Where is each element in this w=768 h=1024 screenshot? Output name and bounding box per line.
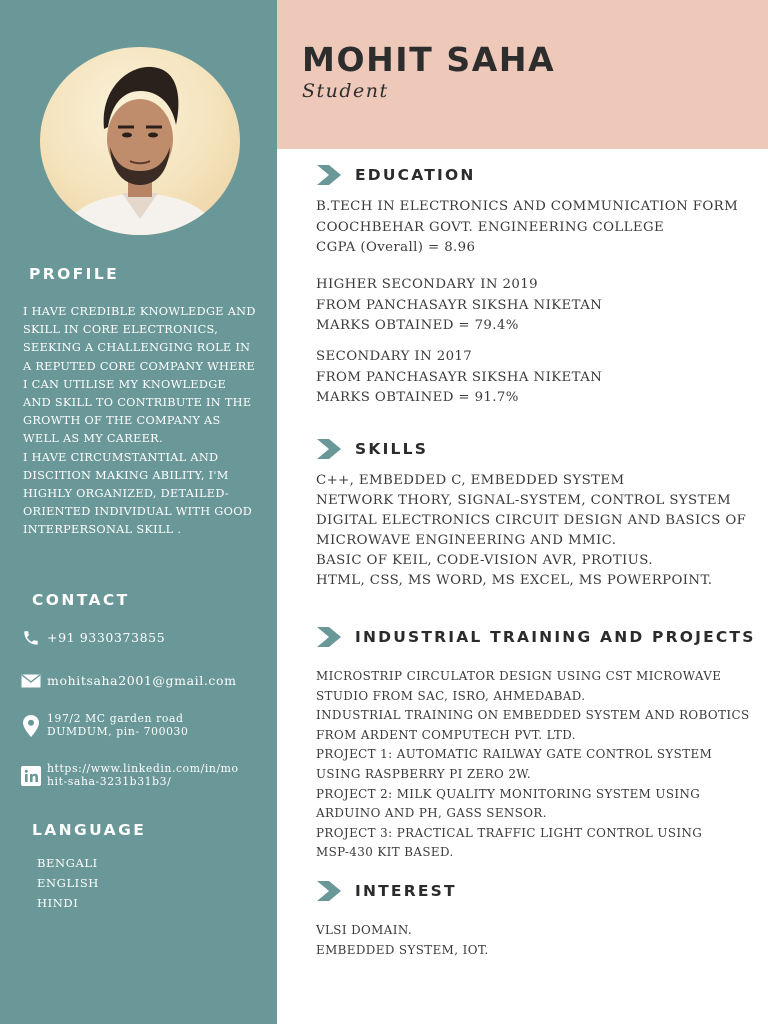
- skills-heading: [317, 439, 428, 459]
- contact-email: [20, 670, 237, 692]
- chevron-arrow-icon: [317, 439, 341, 459]
- linkedin-icon: [20, 765, 42, 787]
- phone-icon: [20, 627, 42, 649]
- profile-photo: [40, 47, 240, 235]
- chevron-arrow-icon: [317, 627, 341, 647]
- education-entry: SECONDARY IN 2017 FROM PANCHASAYR SIKSHA NIKETAN MARKS OBTAINED = 91.7%: [316, 349, 603, 406]
- linkedin-url[interactable]: https://www.linkedin.com/in/mo hit-saha-3231b31b3/: [47, 762, 239, 788]
- email-icon: [20, 670, 42, 692]
- interest-text: VLSI DOMAIN. EMBEDDED SYSTEM, IOT.: [316, 923, 489, 957]
- training-text: MICROSTRIP CIRCULATOR DESIGN USING CST MICROWAVE STUDIO FROM SAC, ISRO, AHMEDABAD. INDUSTRIAL TRAINING ON EMBEDDED SYSTEM AND ROBOTICS FROM ARDENT COMPUTECH PVT. LTD. PROJECT 1: AUTOMATIC RAILWAY GATE CONTROL SYSTEM USING RASPBERRY PI ZERO 2W. PROJECT 2: MILK QUALITY MONITORING SYSTEM USING ARDUINO AND PH, GASS SENSOR. PROJECT 3: PRACTICAL TRAFFIC LIGHT CONTROL USING MSP-430 KIT BASED.: [316, 669, 750, 860]
- training-heading: [317, 627, 756, 647]
- contact-heading: CONTACT: [32, 591, 130, 609]
- education-heading: [317, 165, 476, 185]
- sidebar: [0, 0, 277, 1024]
- language-list: [37, 853, 99, 913]
- header-banner: [277, 0, 768, 149]
- chevron-arrow-icon: [317, 165, 341, 185]
- contact-address: [20, 713, 189, 738]
- language-item: ENGLISH: [37, 876, 99, 890]
- language-item: BENGALI: [37, 856, 98, 870]
- education-entry: HIGHER SECONDARY IN 2019 FROM PANCHASAYR SIKSHA NIKETAN MARKS OBTAINED = 79.4%: [316, 277, 603, 334]
- phone-number: +91 9330373855: [47, 630, 166, 645]
- skills-title: SKILLS: [355, 440, 429, 458]
- contact-linkedin[interactable]: [20, 763, 239, 788]
- chevron-arrow-icon: [317, 881, 341, 901]
- contact-phone: [20, 627, 165, 649]
- language-heading: LANGUAGE: [32, 821, 147, 839]
- interest-heading: [317, 881, 457, 901]
- profile-heading: PROFILE: [29, 265, 120, 283]
- email-address: mohitsaha2001@gmail.com: [47, 673, 237, 688]
- address-text: 197/2 MC garden road DUMDUM, pin- 700030: [47, 712, 189, 738]
- language-item: HINDI: [37, 896, 79, 910]
- person-name: MOHIT SAHA: [302, 40, 556, 79]
- person-figure: [40, 47, 240, 235]
- skills-text: C++, EMBEDDED C, EMBEDDED SYSTEM NETWORK THORY, SIGNAL-SYSTEM, CONTROL SYSTEM DIGITAL ELECTRONICS CIRCUIT DESIGN AND BASICS OF MICROWAVE ENGINEERING AND MMIC. BASIC OF KEIL, CODE-VISION AVR, PROTIUS. HTML, CSS, MS WORD, MS EXCEL, MS POWERPOINT.: [316, 473, 747, 588]
- location-pin-icon: [20, 715, 42, 737]
- education-title: EDUCATION: [355, 166, 476, 184]
- education-entry: B.TECH IN ELECTRONICS AND COMMUNICATION FORM COOCHBEHAR GOVT. ENGINEERING COLLEGE CGPA (Overall) = 8.96: [316, 199, 739, 256]
- profile-text: I HAVE CREDIBLE KNOWLEDGE AND SKILL IN CORE ELECTRONICS, SEEKING A CHALLENGING ROLE IN A REPUTED CORE COMPANY WHERE I CAN UTILISE MY KNOWLEDGE AND SKILL TO CONTRIBUTE IN THE GROWTH OF THE COMPANY AS WELL AS MY CAREER. I HAVE CIRCUMSTANTIAL AND DISCITION MAKING ABILITY, I'M HIGHLY ORGANIZED, DETAILED- ORIENTED INDIVIDUAL WITH GOOD INTERPERSONAL SKILL .: [23, 305, 256, 537]
- interest-title: INTEREST: [355, 882, 457, 900]
- person-role: Student: [302, 80, 389, 102]
- training-title: INDUSTRIAL TRAINING AND PROJECTS: [355, 628, 756, 646]
